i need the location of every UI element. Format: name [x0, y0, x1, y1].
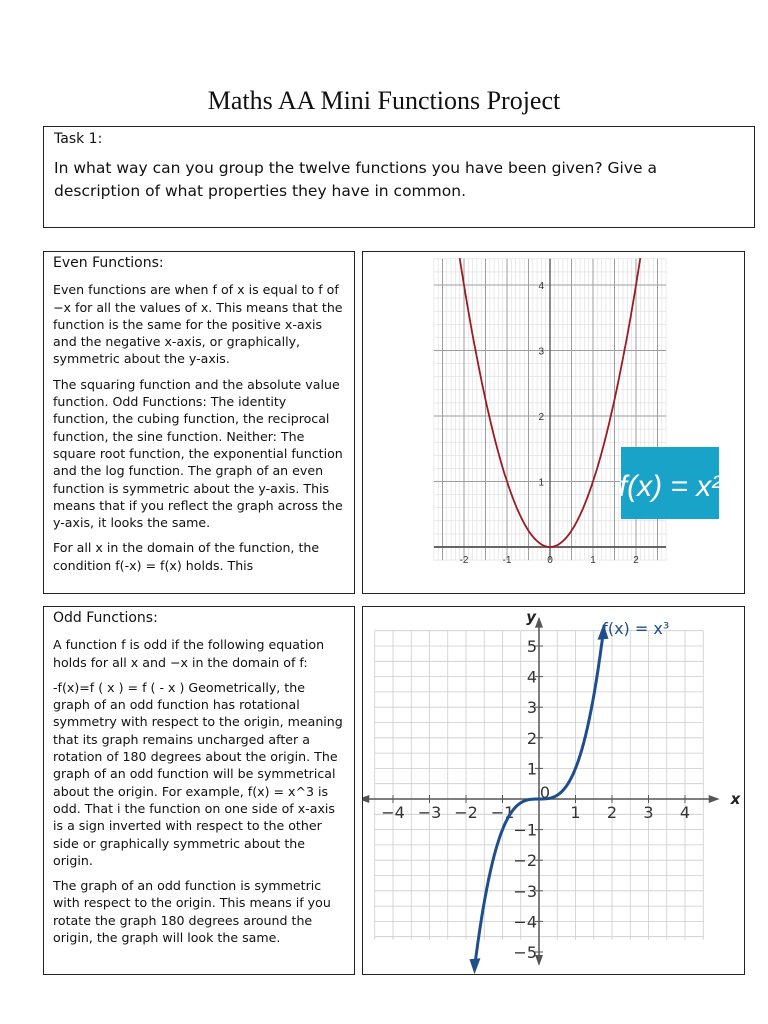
x-tick-label: 2: [633, 555, 639, 566]
y-axis-arrow-up: [535, 617, 543, 628]
x-tick-label: −4: [381, 803, 405, 822]
x-tick-label: −3: [417, 803, 442, 822]
y-tick-label: −2: [513, 851, 537, 871]
x-axis-arrow-left: [363, 795, 369, 803]
task-box: [43, 126, 755, 228]
y-tick-label: −3: [513, 881, 537, 901]
even-functions-box: [43, 251, 355, 594]
x-tick-label: −2: [454, 803, 478, 822]
task-question: In what way can you group the twelve functions you have been given? Give a description of what properties they have in common.: [54, 159, 657, 200]
even-paragraph: The squaring function and the absolute value function. Odd Functions: The identity function, the cubing function, the reciprocal function, the sine function. Neither: The square root function, the exponential function and the log function. The graph of an even function is symmetric about the y-axis. This means that if you reflect the graph across the y-axis, it looks the same.: [53, 376, 343, 531]
chart-x-cubed: [363, 607, 744, 974]
odd-paragraph: -f(x)=f ( x ) = f ( - x ) Geometrically, the graph of an odd function has rotational symmetry with respect to the origin, meaning that its graph remains uncharged after a rotation of 180 degrees about the origin. The graph of an odd function will be symmetrical about the origin. For example, f(x) = x^3 is odd. That i the function on one side of x-axis is a sign inverted with respect to the other side or graphically symmetric about the origin.: [53, 679, 343, 868]
x-axis-arrow-right: [709, 795, 720, 803]
x-axis-label: x: [730, 790, 741, 808]
y-tick-label: −5: [513, 943, 537, 962]
odd-functions-box: [43, 606, 355, 975]
y-tick-label: 3: [526, 698, 537, 718]
y-tick-label: −4: [513, 912, 537, 932]
odd-paragraph: The graph of an odd function is symmetric with respect to the origin. This means if you rotate the graph 180 degrees around the origin, the graph will look the same.: [53, 878, 331, 946]
even-heading: Even Functions:: [53, 255, 164, 271]
x-tick-label: -1: [502, 555, 512, 566]
graph-x-squared: [362, 251, 745, 594]
x-tick-label: 0: [547, 555, 553, 566]
x-tick-label: 1: [590, 555, 596, 566]
even-paragraph: Even functions are when f of x is equal to f of −x for all the values of x. This means that the function is the same for the positive x-axis and the negative x-axis, or graphically, symmetric about the y-axis.: [53, 282, 343, 367]
even-paragraph: For all x in the domain of the function, the condition f(-x) = f(x) holds. This: [53, 540, 320, 573]
x-tick-label: 3: [643, 803, 654, 822]
y-tick-label: 2: [538, 412, 544, 423]
page-title: Maths AA Mini Functions Project: [207, 86, 561, 115]
y-tick-label: 1: [526, 759, 537, 779]
y-axis-label: y: [526, 607, 537, 626]
y-tick-label: 4: [526, 667, 537, 687]
y-tick-label: 2: [526, 728, 537, 748]
x-tick-label: −1: [490, 803, 515, 822]
x-tick-label: 0: [539, 783, 551, 802]
x-tick-label: 4: [679, 803, 691, 822]
function-label: f(x) = x²: [618, 470, 722, 503]
chart-x-squared: [363, 252, 744, 593]
x-tick-label: 1: [570, 803, 581, 822]
y-tick-label: 3: [538, 346, 544, 358]
graph-x-cubed: [362, 606, 745, 975]
x-tick-label: 2: [606, 803, 618, 822]
y-tick-label: 4: [538, 281, 544, 292]
y-tick-label: 1: [538, 477, 544, 489]
odd-heading: Odd Functions:: [53, 610, 158, 626]
x-tick-label: -2: [459, 555, 469, 566]
y-tick-label: −1: [513, 820, 537, 840]
y-tick-label: 5: [526, 637, 537, 656]
odd-paragraph: A function f is odd if the following equation holds for all x and −x in the domain of f:: [53, 637, 325, 670]
function-label: f(x) = x³: [602, 618, 670, 638]
task-label: Task 1:: [54, 131, 103, 147]
arrow-head-bottom: [469, 958, 480, 974]
